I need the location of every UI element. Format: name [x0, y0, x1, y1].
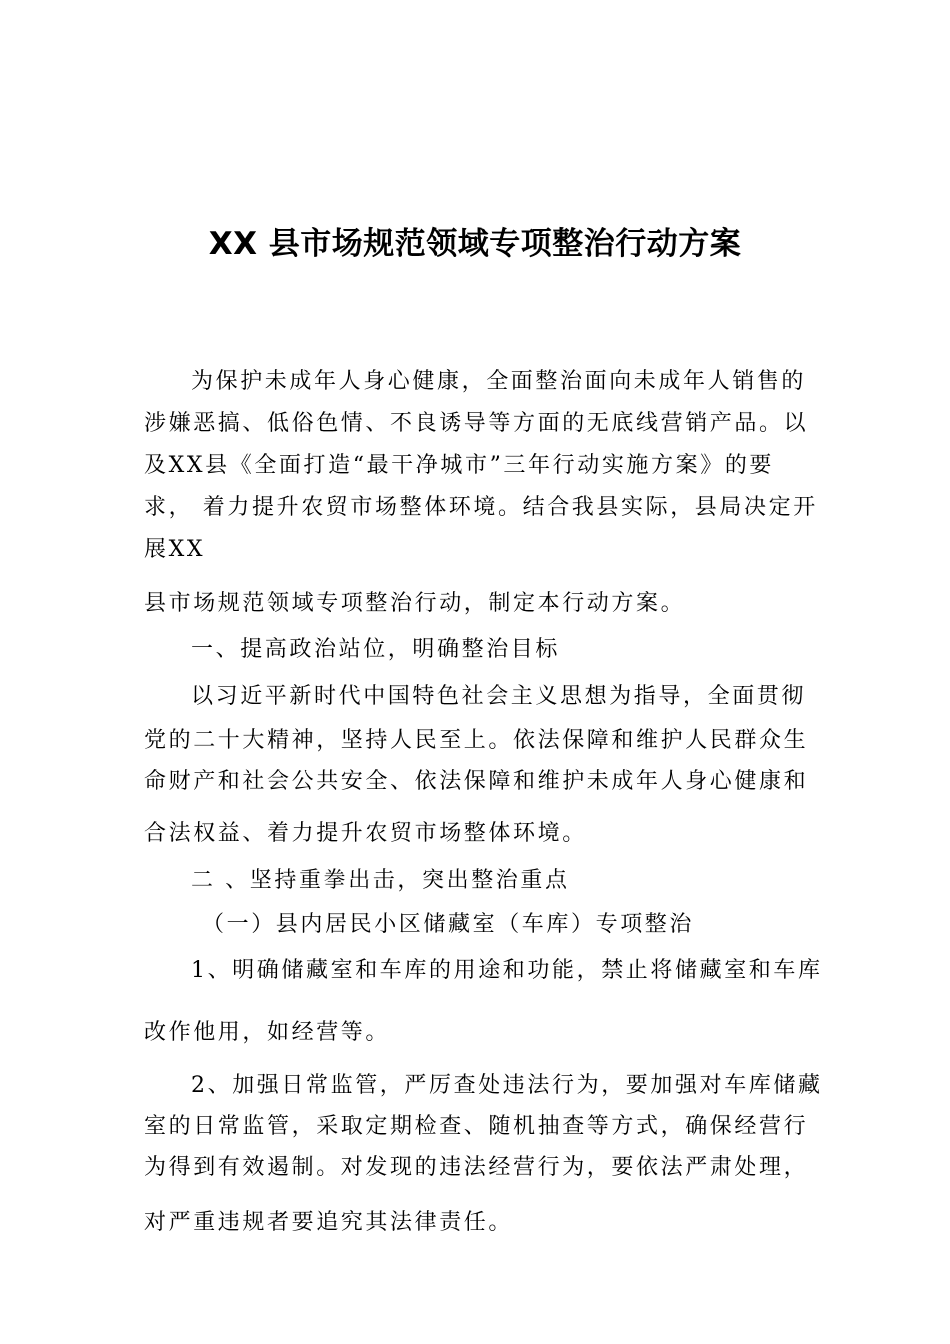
- body-line: 展XX: [144, 537, 206, 562]
- section-heading: 二 、坚持重拳出击，突出整治重点: [191, 868, 570, 893]
- body-line: 县市场规范领域专项整治行动，制定本行动方案。: [144, 591, 686, 616]
- body-line: 1、明确储藏室和车库的用途和功能，禁止将储藏室和车库: [191, 958, 823, 983]
- body-line: 合法权益、着力提升农贸市场整体环境。: [144, 821, 587, 846]
- body-line: 2、加强日常监管，严厉查处违法行为，要加强对车库储藏: [191, 1073, 823, 1098]
- body-line: 及XX县《全面打造“最干净城市”三年行动实施方案》的要: [144, 453, 775, 478]
- section-heading: 一、提高政治站位，明确整治目标: [191, 637, 561, 662]
- body-line: 命财产和社会公共安全、依法保障和维护未成年人身心健康和: [144, 769, 809, 794]
- body-line: 涉嫌恶搞、低俗色情、不良诱导等方面的无底线营销产品。以: [144, 411, 809, 436]
- body-line: 为保护未成年人身心健康，全面整治面向未成年人销售的: [191, 369, 807, 394]
- body-line: 党的二十大精神，坚持人民至上。依法保障和维护人民群众生: [144, 728, 809, 753]
- subsection-heading: （一）县内居民小区储藏室（车库）专项整治: [202, 912, 695, 937]
- document-title: XX 县市场规范领域专项整治行动方案: [208, 226, 742, 262]
- body-line: 以习近平新时代中国特色社会主义思想为指导，全面贯彻: [191, 684, 807, 709]
- body-line: 求， 着力提升农贸市场整体环境。结合我县实际，县局决定开: [144, 495, 818, 520]
- body-line: 对严重违规者要追究其法律责任。: [144, 1210, 514, 1235]
- body-line: 改作他用，如经营等。: [144, 1020, 391, 1045]
- body-line: 为得到有效遏制。对发现的违法经营行为，要依法严肃处理，: [144, 1155, 809, 1180]
- body-line: 室的日常监管，采取定期检查、随机抽查等方式，确保经营行: [144, 1114, 809, 1139]
